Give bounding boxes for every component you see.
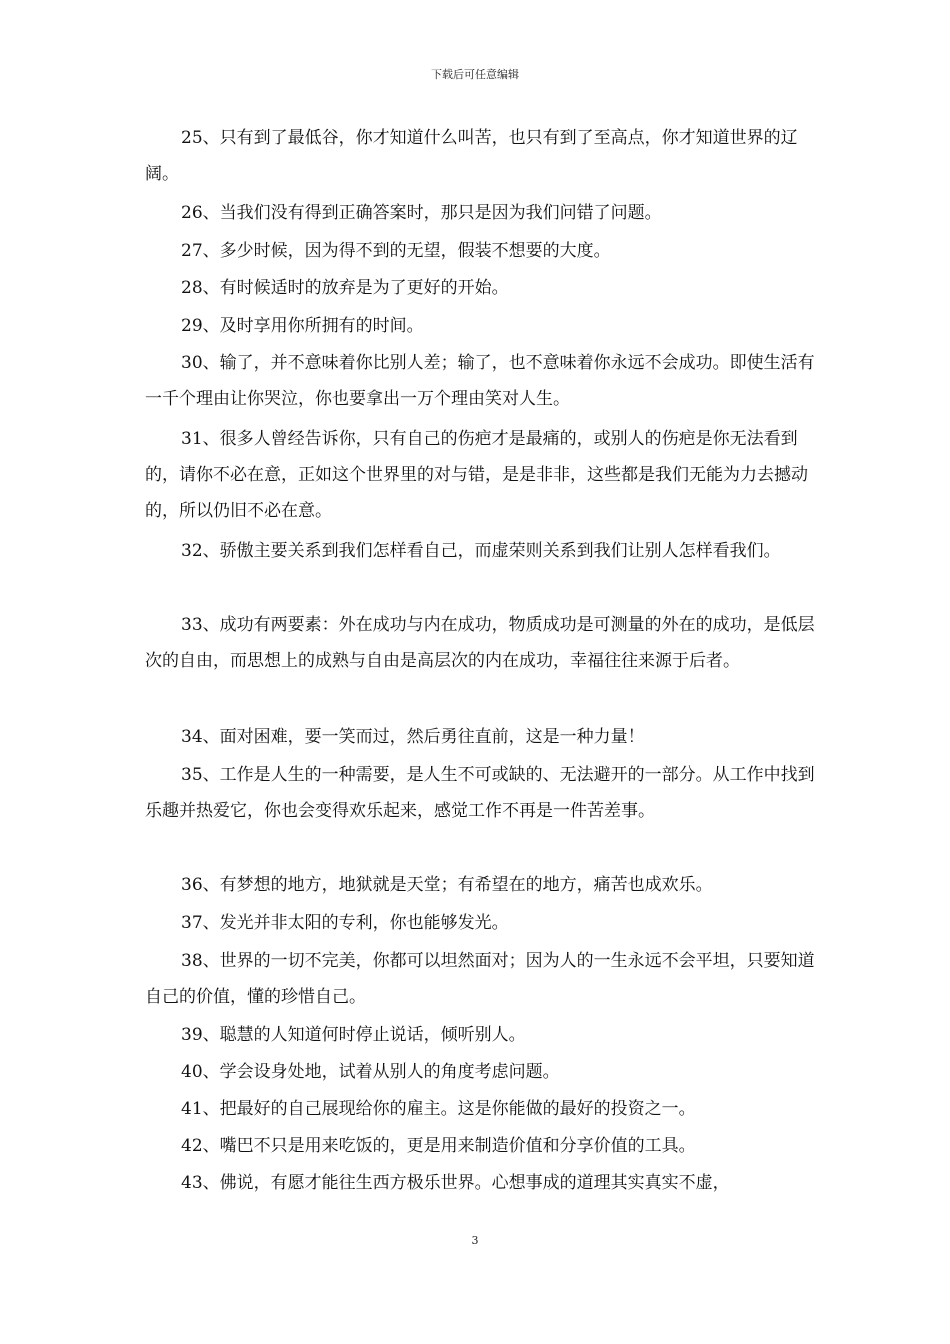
quote-40: 40、学会设身处地，试着从别人的角度考虑问题。 [181, 1062, 560, 1082]
quote-34: 34、面对困难，要一笑而过，然后勇往直前，这是一种力量！ [181, 727, 645, 747]
quote-29: 29、及时享用你所拥有的时间。 [181, 316, 424, 336]
quote-43: 43、佛说，有愿才能往生西方极乐世界。心想事成的道理其实真实不虚， [181, 1173, 730, 1193]
page-header: 下载后可任意编辑 [431, 68, 519, 81]
quote-31: 31、很多人曾经告诉你，只有自己的伤疤才是最痛的，或别人的伤疤是你无法看到的，请你不必在意，正如这个世界里的对与错，是是非非，这些都是我们无能为力去撼动的，所以仍旧不必在意。 [145, 429, 808, 521]
quote-35: 35、工作是人生的一种需要，是人生不可或缺的、无法避开的一部分。从工作中找到乐趣并热爱它，你也会变得欢乐起来，感觉工作不再是一件苦差事。 [145, 765, 815, 821]
quote-37: 37、发光并非太阳的专利，你也能够发光。 [181, 913, 509, 933]
quote-41: 41、把最好的自己展现给你的雇主。这是你能做的最好的投资之一。 [181, 1099, 696, 1119]
quote-26: 26、当我们没有得到正确答案时，那只是因为我们问错了问题。 [181, 203, 662, 223]
quote-25: 25、只有到了最低谷，你才知道什么叫苦，也只有到了至高点，你才知道世界的辽阔。 [145, 128, 798, 184]
quote-32: 32、骄傲主要关系到我们怎样看自己，而虚荣则关系到我们让别人怎样看我们。 [181, 541, 781, 561]
quote-39: 39、聪慧的人知道何时停止说话，倾听别人。 [181, 1025, 526, 1045]
quote-30: 30、输了，并不意味着你比别人差；输了，也不意味着你永远不会成功。即使生活有一千个理由让你哭泣，你也要拿出一万个理由笑对人生。 [145, 353, 815, 409]
quote-38: 38、世界的一切不完美，你都可以坦然面对；因为人的一生永远不会平坦，只要知道自己的价值，懂的珍惜自己。 [145, 951, 815, 1007]
quote-42: 42、嘴巴不只是用来吃饭的，更是用来制造价值和分享价值的工具。 [181, 1136, 696, 1156]
page-number: 3 [471, 1234, 479, 1247]
quote-28: 28、有时候适时的放弃是为了更好的开始。 [181, 278, 509, 298]
quote-33: 33、成功有两要素：外在成功与内在成功，物质成功是可测量的外在的成功，是低层次的自由，而思想上的成熟与自由是高层次的内在成功，幸福往往来源于后者。 [145, 615, 815, 671]
quote-27: 27、多少时候，因为得不到的无望，假装不想要的大度。 [181, 241, 611, 261]
quote-36: 36、有梦想的地方，地狱就是天堂；有希望在的地方，痛苦也成欢乐。 [181, 875, 713, 895]
